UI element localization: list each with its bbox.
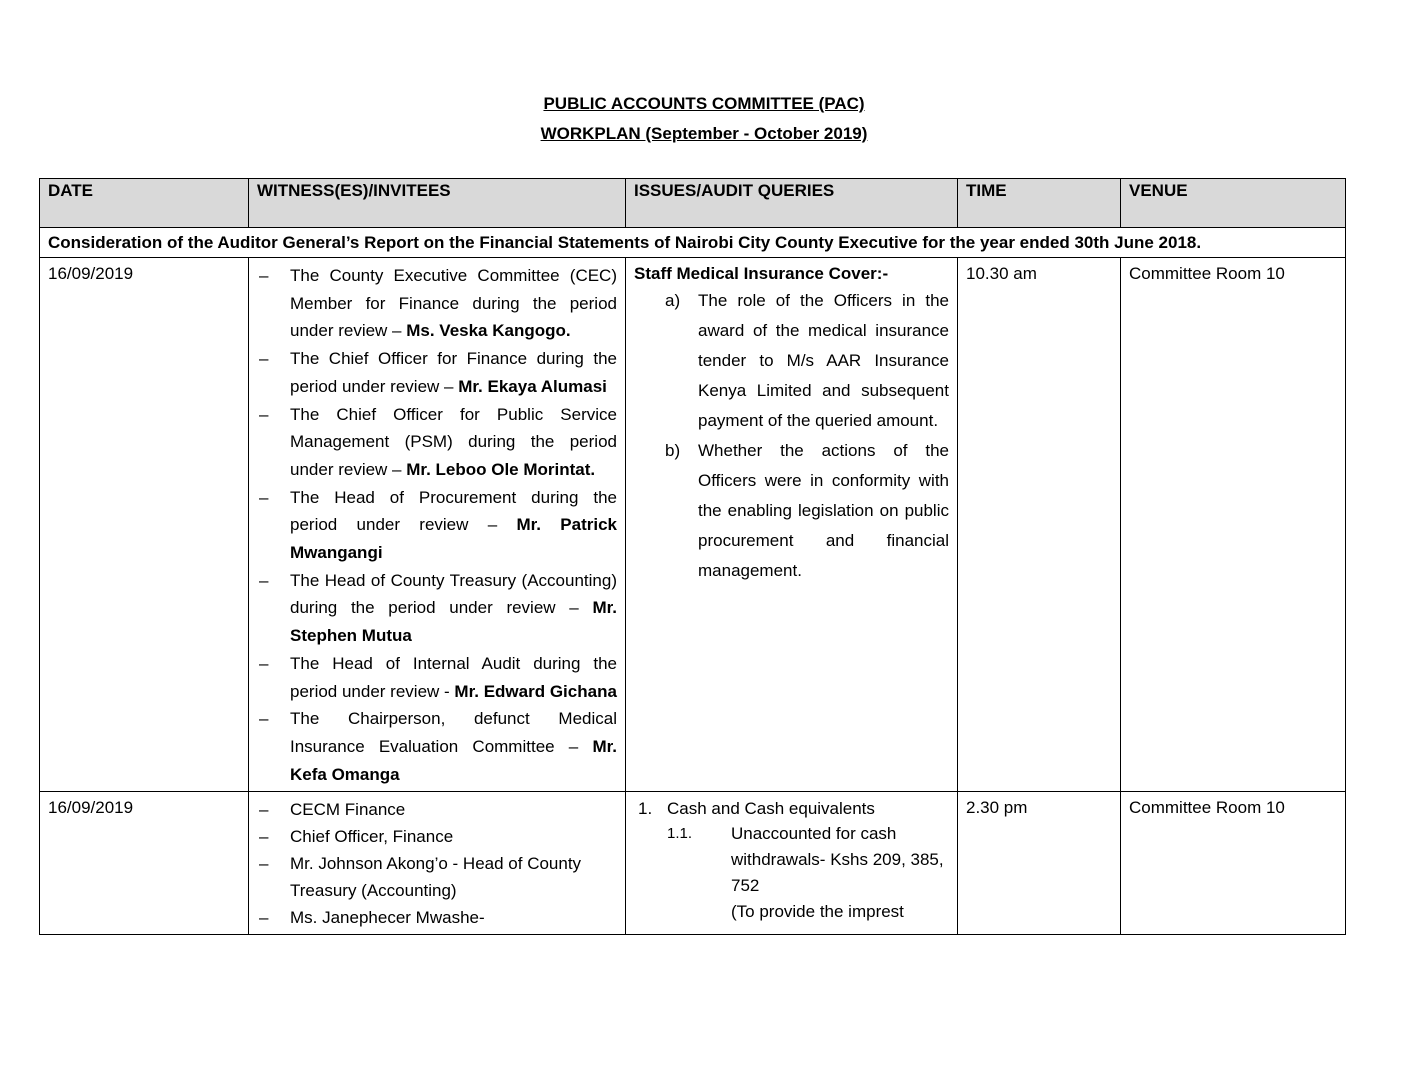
document-header	[0, 89, 1408, 149]
document-subtitle: WORKPLAN (September - October 2019)	[540, 124, 868, 143]
witness-item: – The County Executive Committee (CEC) Member for Finance during the period under review – Ms. Veska Kangogo.	[257, 262, 617, 345]
witness-item: – Mr. Johnson Akong’o - Head of County Treasury (Accounting)	[257, 850, 617, 904]
issue-list	[634, 286, 949, 586]
witnesses-cell	[249, 258, 626, 792]
issue-level2: 1.1. Unaccounted for cash withdrawals- Kshs 209, 385, 752 (To provide the imprest	[634, 821, 949, 925]
date-cell: 16/09/2019	[40, 792, 249, 935]
witnesses-cell	[249, 792, 626, 935]
column-header-time: TIME	[958, 179, 1121, 228]
issue-item: a) The role of the Officers in the award of the medical insurance tender to M/s AAR Insurance Kenya Limited and subsequent payment of the queried amount.	[665, 291, 949, 430]
witness-item: – Chief Officer, Finance	[257, 823, 617, 850]
witness-list	[257, 262, 617, 788]
witness-item: – Ms. Janephecer Mwashe-	[257, 904, 617, 931]
document-title: PUBLIC ACCOUNTS COMMITTEE (PAC)	[543, 94, 865, 113]
witness-list	[257, 796, 617, 931]
section-heading-row	[40, 228, 1346, 258]
column-header-venue: VENUE	[1121, 179, 1346, 228]
column-header-witnesses: WITNESS(ES)/INVITEES	[249, 179, 626, 228]
witness-item: – The Head of County Treasury (Accounting) during the period under review – Mr. Stephen Mutua	[257, 567, 617, 650]
witness-item: – The Head of Procurement during the period under review – Mr. Patrick Mwangangi	[257, 484, 617, 567]
date-cell: 16/09/2019	[40, 258, 249, 792]
table-header-row	[40, 179, 1346, 228]
table-row	[40, 258, 1346, 792]
table-row	[40, 792, 1346, 935]
issues-cell	[626, 792, 958, 935]
time-cell: 10.30 am	[958, 258, 1121, 792]
issues-cell	[626, 258, 958, 792]
witness-item: – The Chairperson, defunct Medical Insurance Evaluation Committee – Mr. Kefa Omanga	[257, 705, 617, 788]
issue-note: (To provide the imprest	[731, 902, 904, 922]
venue-cell: Committee Room 10	[1121, 258, 1346, 792]
column-header-issues: ISSUES/AUDIT QUERIES	[626, 179, 958, 228]
venue-cell: Committee Room 10	[1121, 792, 1346, 935]
column-header-date: DATE	[40, 179, 249, 228]
issue-level1: 1. Cash and Cash equivalents	[638, 799, 875, 819]
time-cell: 2.30 pm	[958, 792, 1121, 935]
witness-item: – CECM Finance	[257, 796, 617, 823]
issue-title: Staff Medical Insurance Cover:-	[634, 264, 889, 283]
witness-item: – The Head of Internal Audit during the period under review - Mr. Edward Gichana	[257, 650, 617, 705]
issue-item: b) Whether the actions of the Officers were in conformity with the enabling legislation on public procurement and financial management.	[665, 441, 949, 580]
witness-item: – The Chief Officer for Public Service Management (PSM) during the period under review – Mr. Leboo Ole Morintat.	[257, 401, 617, 484]
witness-item: – The Chief Officer for Finance during the period under review – Mr. Ekaya Alumasi	[257, 345, 617, 400]
workplan-table	[39, 178, 1346, 935]
section-heading: Consideration of the Auditor General’s Report on the Financial Statements of Nairobi City County Executive for the year ended 30th June 2018.	[40, 228, 1346, 258]
